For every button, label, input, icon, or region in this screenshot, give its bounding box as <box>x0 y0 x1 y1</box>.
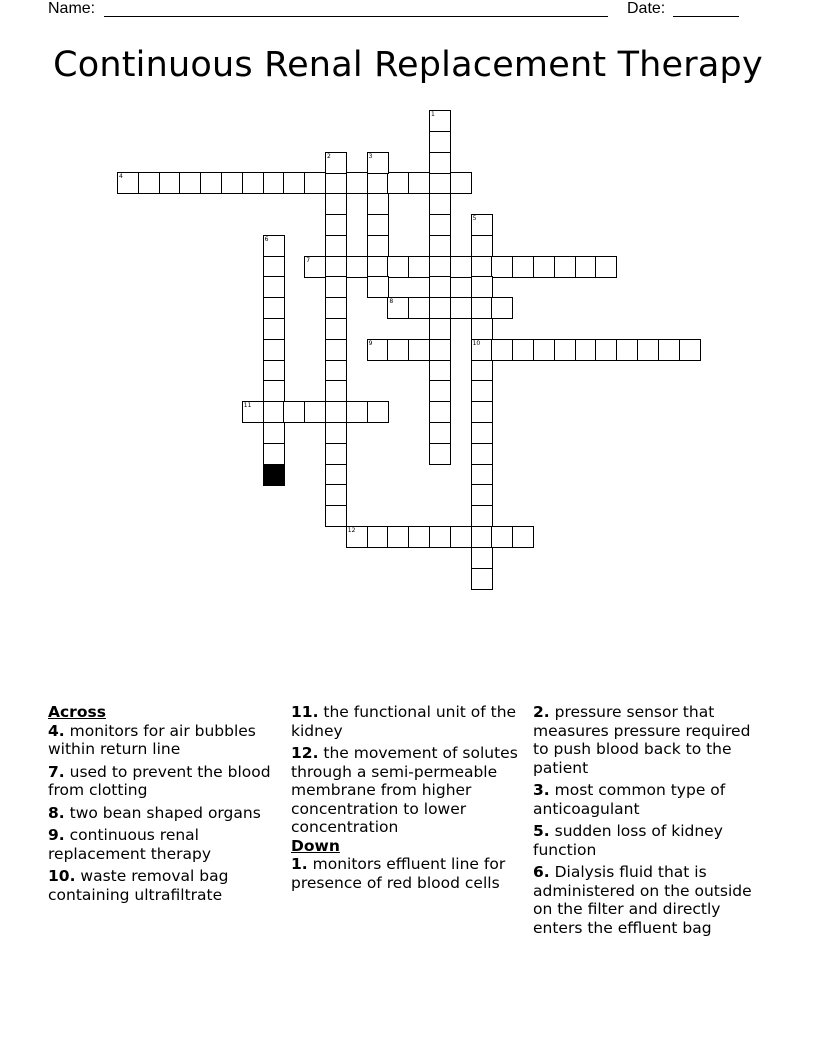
black-cell <box>263 464 285 486</box>
crossword-cell[interactable] <box>471 568 493 590</box>
crossword-cell[interactable] <box>429 380 451 402</box>
puzzle-title: Continuous Renal Replacement Therapy <box>53 45 763 85</box>
crossword-cell[interactable] <box>263 297 285 319</box>
crossword-cell[interactable] <box>325 380 347 402</box>
crossword-cell[interactable] <box>179 172 201 194</box>
cell-number: 8 <box>389 298 394 306</box>
crossword-cell[interactable] <box>471 339 493 361</box>
crossword-cell[interactable] <box>429 110 451 132</box>
crossword-cell[interactable] <box>429 422 451 444</box>
crossword-cell[interactable] <box>471 380 493 402</box>
clue-number: 12. <box>291 744 319 762</box>
crossword-cell[interactable] <box>512 526 534 548</box>
cell-number: 11 <box>243 402 252 410</box>
clue-down-1 <box>291 855 519 892</box>
crossword-cell[interactable] <box>471 276 493 298</box>
clue-down-2 <box>533 703 759 777</box>
clue-down-6 <box>533 863 759 937</box>
crossword-cell[interactable] <box>575 339 597 361</box>
crossword-cell[interactable] <box>283 401 305 423</box>
crossword-cell[interactable] <box>367 526 389 548</box>
crossword-cell[interactable] <box>367 256 389 278</box>
crossword-cell[interactable] <box>387 526 409 548</box>
crossword-cell[interactable] <box>471 235 493 257</box>
crossword-cell[interactable] <box>325 235 347 257</box>
crossword-cell[interactable] <box>263 422 285 444</box>
crossword-cell[interactable] <box>263 443 285 465</box>
crossword-cell[interactable] <box>408 172 430 194</box>
clue-text: two bean shaped organs <box>69 803 261 822</box>
clues-column-1 <box>48 703 276 908</box>
crossword-cell[interactable] <box>263 256 285 278</box>
crossword-cell[interactable] <box>325 464 347 486</box>
clue-number: 1. <box>291 855 308 873</box>
crossword-cell[interactable] <box>325 318 347 340</box>
crossword-cell[interactable] <box>429 235 451 257</box>
crossword-cell[interactable] <box>263 172 285 194</box>
crossword-cell[interactable] <box>429 318 451 340</box>
clue-number: 5. <box>533 822 550 840</box>
crossword-cell[interactable] <box>471 318 493 340</box>
crossword-cell[interactable] <box>325 297 347 319</box>
crossword-cell[interactable] <box>367 401 389 423</box>
clue-text: Dialysis fluid that is administered on the outside on the filter and directly enters the effluent bag <box>533 863 752 937</box>
crossword-cell[interactable] <box>325 256 347 278</box>
crossword-cell[interactable] <box>429 214 451 236</box>
cell-number: 6 <box>264 235 269 243</box>
cell-number: 12 <box>347 527 356 534</box>
crossword-cell[interactable] <box>387 172 409 194</box>
crossword-cell[interactable] <box>491 297 513 319</box>
crossword-cell[interactable] <box>554 339 576 361</box>
crossword-cell[interactable] <box>367 172 389 194</box>
crossword-cell[interactable] <box>429 172 451 194</box>
crossword-cell[interactable] <box>387 339 409 361</box>
crossword-cell[interactable] <box>471 547 493 569</box>
clue-number: 8. <box>48 803 65 822</box>
crossword-cell[interactable] <box>429 297 451 319</box>
crossword-cell[interactable] <box>325 214 347 236</box>
clue-down-5 <box>533 822 759 859</box>
crossword-cell[interactable] <box>200 172 222 194</box>
crossword-cell[interactable] <box>387 297 409 319</box>
crossword-cell[interactable] <box>367 193 389 215</box>
crossword-cell[interactable] <box>491 526 513 548</box>
clue-text: monitors for air bubbles within return line <box>48 721 256 758</box>
crossword-cell[interactable] <box>658 339 680 361</box>
clue-down-3 <box>533 781 759 818</box>
clue-text: most common type of anticoagulant <box>533 781 726 818</box>
clue-text: used to prevent the blood from clotting <box>48 762 271 799</box>
crossword-cell[interactable] <box>512 339 534 361</box>
crossword-cell[interactable] <box>491 339 513 361</box>
crossword-cell[interactable] <box>471 214 493 236</box>
crossword-cell[interactable] <box>471 297 493 319</box>
crossword-cell[interactable] <box>429 401 451 423</box>
crossword-cell[interactable] <box>304 172 326 194</box>
crossword-cell[interactable] <box>221 172 243 194</box>
date-label: Date: <box>627 0 666 17</box>
crossword-cell[interactable] <box>367 235 389 257</box>
crossword-cell[interactable] <box>304 401 326 423</box>
crossword-cell[interactable] <box>408 339 430 361</box>
clue-number: 9. <box>48 826 65 844</box>
cell-number: 2 <box>327 152 331 160</box>
crossword-cell[interactable] <box>325 193 347 215</box>
crossword-cell[interactable] <box>325 276 347 298</box>
clue-text: monitors effluent line for presence of red blood cells <box>291 855 506 892</box>
clue-number: 7. <box>48 762 65 781</box>
clue-number: 10. <box>48 867 76 885</box>
crossword-cell[interactable] <box>575 256 597 278</box>
crossword-cell[interactable] <box>242 172 264 194</box>
crossword-cell[interactable] <box>679 339 701 361</box>
name-label: Name: <box>48 0 96 17</box>
crossword-cell[interactable] <box>367 339 389 361</box>
crossword-cell[interactable] <box>138 172 160 194</box>
crossword-cell[interactable] <box>512 256 534 278</box>
clue-text: waste removal bag containing ultrafiltrate <box>48 867 229 904</box>
crossword-cell[interactable] <box>408 526 430 548</box>
crossword-cell[interactable] <box>429 339 451 361</box>
crossword-cell[interactable] <box>491 256 513 278</box>
crossword-cell[interactable] <box>263 339 285 361</box>
crossword-cell[interactable] <box>304 256 326 278</box>
crossword-cell[interactable] <box>346 401 368 423</box>
crossword-cell[interactable] <box>263 360 285 382</box>
clue-number: 6. <box>533 863 550 881</box>
crossword-cell[interactable] <box>533 256 555 278</box>
clue-across-8 <box>48 804 276 823</box>
crossword-cell[interactable] <box>471 484 493 506</box>
clue-text: pressure sensor that measures pressure required to push blood back to the patient <box>533 703 751 777</box>
crossword-cell[interactable] <box>471 422 493 444</box>
crossword-cell[interactable] <box>263 401 285 423</box>
crossword-cell[interactable] <box>450 526 472 548</box>
crossword-cell[interactable] <box>325 484 347 506</box>
crossword-cell[interactable] <box>429 256 451 278</box>
crossword-cell[interactable] <box>450 256 472 278</box>
crossword-cell[interactable] <box>533 339 555 361</box>
crossword-cell[interactable] <box>616 339 638 361</box>
down-heading: Down <box>291 836 340 855</box>
clue-text: the movement of solutes through a semi-permeable membrane from higher concentration to lower concentration <box>291 744 518 836</box>
crossword-cell[interactable] <box>429 131 451 153</box>
crossword-cell[interactable] <box>429 193 451 215</box>
crossword-cell[interactable] <box>263 235 285 257</box>
cell-number: 1 <box>431 111 435 118</box>
clues-column-2 <box>291 703 519 896</box>
crossword-cell[interactable] <box>325 360 347 382</box>
crossword-cell[interactable] <box>429 526 451 548</box>
clue-text: continuous renal replacement therapy <box>48 826 212 863</box>
cell-number: 7 <box>306 256 311 264</box>
crossword-cell[interactable] <box>429 276 451 298</box>
crossword-cell[interactable] <box>429 152 451 174</box>
crossword-cell[interactable] <box>346 526 368 548</box>
crossword-cell[interactable] <box>159 172 181 194</box>
crossword-cell[interactable] <box>471 464 493 486</box>
crossword-cell[interactable] <box>263 380 285 402</box>
clue-text: the functional unit of the kidney <box>291 703 517 740</box>
cell-number: 9 <box>368 339 373 347</box>
crossword-cell[interactable] <box>325 443 347 465</box>
clue-text: sudden loss of kidney function <box>533 822 723 859</box>
crossword-cell[interactable] <box>283 172 305 194</box>
crossword-cell[interactable] <box>325 422 347 444</box>
clues-column-3 <box>533 703 759 941</box>
crossword-cell[interactable] <box>450 297 472 319</box>
crossword-cell[interactable] <box>471 256 493 278</box>
crossword-cell[interactable] <box>471 360 493 382</box>
crossword-cell[interactable] <box>367 276 389 298</box>
crossword-cell[interactable] <box>408 297 430 319</box>
crossword-cell[interactable] <box>325 505 347 527</box>
crossword-cell[interactable] <box>471 526 493 548</box>
crossword-cell[interactable] <box>117 172 139 194</box>
crossword-cell[interactable] <box>595 339 617 361</box>
crossword-cell[interactable] <box>429 360 451 382</box>
clue-number: 2. <box>533 703 550 721</box>
clue-number: 3. <box>533 781 550 799</box>
cell-number: 4 <box>119 173 123 181</box>
crossword-cell[interactable] <box>450 172 472 194</box>
clue-across-10 <box>48 867 276 904</box>
cell-number: 3 <box>368 152 373 160</box>
crossword-cell[interactable] <box>471 505 493 527</box>
clue-across-4 <box>48 722 276 759</box>
crossword-cell[interactable] <box>346 256 368 278</box>
crossword-cell[interactable] <box>346 172 368 194</box>
crossword-cell[interactable] <box>325 339 347 361</box>
crossword-cell[interactable] <box>387 256 409 278</box>
crossword-cell[interactable] <box>367 214 389 236</box>
crossword-cell[interactable] <box>263 276 285 298</box>
crossword-cell[interactable] <box>408 256 430 278</box>
clue-across-7 <box>48 763 276 800</box>
clue-across-11 <box>291 703 519 740</box>
crossword-cell[interactable] <box>471 401 493 423</box>
cell-number: 5 <box>472 215 477 222</box>
crossword-cell[interactable] <box>471 443 493 465</box>
crossword-cell[interactable] <box>637 339 659 361</box>
clue-number: 11. <box>291 703 319 721</box>
crossword-cell[interactable] <box>429 443 451 465</box>
clue-number: 4. <box>48 721 65 740</box>
clue-across-9 <box>48 826 276 863</box>
crossword-cell[interactable] <box>242 401 264 423</box>
crossword-cell[interactable] <box>595 256 617 278</box>
crossword-cell[interactable] <box>263 318 285 340</box>
crossword-cell[interactable] <box>325 401 347 423</box>
cell-number: 10 <box>472 339 481 347</box>
crossword-cell[interactable] <box>325 152 347 174</box>
across-heading: Across <box>48 703 106 721</box>
crossword-cell[interactable] <box>325 172 347 194</box>
crossword-cell[interactable] <box>367 152 389 174</box>
crossword-cell[interactable] <box>554 256 576 278</box>
clue-across-12 <box>291 744 519 837</box>
